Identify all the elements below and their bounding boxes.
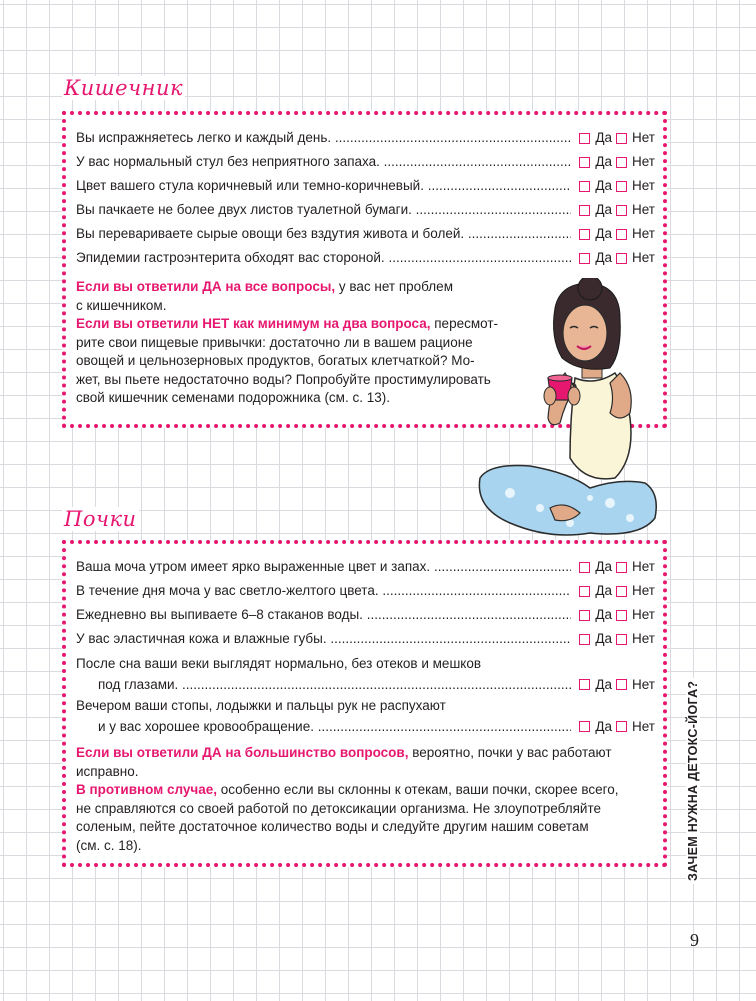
- question-row: [76, 606, 655, 624]
- note-text: вероятно, почки у вас работают: [408, 745, 612, 760]
- section-title-kidneys: Почки: [64, 507, 137, 531]
- no-label: Нет: [632, 631, 655, 646]
- question-row: [76, 153, 655, 171]
- woman-drinking-tea-illustration: [470, 278, 660, 543]
- no-checkbox[interactable]: [616, 229, 627, 240]
- note-highlight: Если вы ответили ДА на большинство вопросов,: [76, 745, 409, 760]
- yes-checkbox[interactable]: [579, 610, 590, 621]
- yes-label: Да: [595, 178, 612, 193]
- no-label: Нет: [632, 226, 655, 241]
- yes-checkbox[interactable]: [579, 586, 590, 597]
- yes-label: Да: [595, 719, 612, 734]
- note-text: свой кишечник семенами подорожника (см. с. 13).: [76, 390, 390, 405]
- question-text: Цвет вашего стула коричневый или темно-коричневый. .....: [76, 177, 571, 195]
- yes-label: Да: [595, 677, 612, 692]
- no-label: Нет: [632, 154, 655, 169]
- note-text: не справляются со своей работой по детоксикации организма. Не злоупотребляйте: [76, 800, 601, 816]
- no-label: Нет: [632, 583, 655, 598]
- yes-label: Да: [595, 559, 612, 574]
- yes-checkbox[interactable]: [579, 679, 590, 690]
- note-text: особенно если вы склонны к отекам, ваши почки, скорее всего,: [217, 782, 619, 797]
- kidneys-result-note: [76, 744, 661, 855]
- page-number: 9: [690, 930, 699, 950]
- running-header: ЗАЧЕМ НУЖНА ДЕТОКС-ЙОГА?: [686, 678, 700, 884]
- question-text: В течение дня моча у вас светло-желтого цвета. .....: [76, 582, 571, 600]
- yes-checkbox[interactable]: [579, 181, 590, 192]
- yes-checkbox[interactable]: [579, 721, 590, 732]
- question-row: [76, 558, 655, 576]
- no-checkbox[interactable]: [616, 721, 627, 732]
- no-checkbox[interactable]: [616, 610, 627, 621]
- question-text: Эпидемии гастроэнтерита обходят вас стороной. .....: [76, 249, 571, 267]
- no-label: Нет: [632, 559, 655, 574]
- no-checkbox[interactable]: [616, 181, 627, 192]
- question-text: Вы испражняетесь легко и каждый день. .....: [76, 129, 571, 147]
- note-text: соленым, пейте достаточное количество воды и следуйте другим нашим советам: [76, 819, 589, 834]
- no-checkbox[interactable]: [616, 253, 627, 264]
- note-highlight: В противном случае,: [76, 782, 217, 797]
- question-text: Вы пачкаете не более двух листов туалетной бумаги. .....: [76, 201, 571, 219]
- question-text: и у вас хорошее кровообращение. .....: [98, 716, 571, 737]
- yes-label: Да: [595, 202, 612, 217]
- question-text: Вы перевариваете сырые овощи без вздутия живота и болей. .....: [76, 225, 571, 243]
- yes-label: Да: [595, 583, 612, 598]
- question-text: Вечером ваши стопы, лодыжки и пальцы рук не распухают: [76, 698, 446, 713]
- yes-label: Да: [595, 250, 612, 265]
- note-text: исправно.: [76, 763, 139, 779]
- no-label: Нет: [632, 677, 655, 692]
- yes-checkbox[interactable]: [579, 562, 590, 573]
- no-checkbox[interactable]: [616, 586, 627, 597]
- question-row: [76, 630, 655, 648]
- no-label: Нет: [632, 719, 655, 734]
- yes-checkbox[interactable]: [579, 634, 590, 645]
- note-text: с кишечником.: [76, 297, 167, 313]
- question-text: Ваша моча утром имеет ярко выраженные цвет и запах. .....: [76, 558, 571, 576]
- section-title-intestine: Кишечник: [64, 76, 184, 100]
- no-checkbox[interactable]: [616, 679, 627, 690]
- no-checkbox[interactable]: [616, 157, 627, 168]
- note-text: жет, вы пьете недостаточно воды? Попробуйте простимулировать: [76, 371, 491, 387]
- question-row: [76, 582, 655, 600]
- question-row: [76, 201, 655, 219]
- note-text: овощей и цельнозерновых продуктов, богатых клетчаткой? Мо-: [76, 353, 475, 368]
- note-highlight: Если вы ответили НЕТ как минимум на два вопроса,: [76, 316, 431, 331]
- no-label: Нет: [632, 607, 655, 622]
- note-text: у вас нет проблем: [335, 279, 453, 294]
- yes-label: Да: [595, 607, 612, 622]
- yes-checkbox[interactable]: [579, 229, 590, 240]
- question-row-multiline: [76, 695, 655, 737]
- no-checkbox[interactable]: [616, 634, 627, 645]
- no-label: Нет: [632, 130, 655, 145]
- yes-checkbox[interactable]: [579, 133, 590, 144]
- yes-label: Да: [595, 226, 612, 241]
- question-row: [76, 177, 655, 195]
- yes-checkbox[interactable]: [579, 253, 590, 264]
- no-checkbox[interactable]: [616, 562, 627, 573]
- yes-label: Да: [595, 130, 612, 145]
- question-row: [76, 249, 655, 267]
- question-text: У вас эластичная кожа и влажные губы. .....: [76, 630, 571, 648]
- yes-checkbox[interactable]: [579, 157, 590, 168]
- question-row-multiline: [76, 653, 655, 695]
- question-text: После сна ваши веки выглядят нормально, без отеков и мешков: [76, 656, 482, 671]
- no-label: Нет: [632, 250, 655, 265]
- note-text: пересмот-: [430, 316, 499, 331]
- intestine-result-note: [76, 278, 516, 408]
- note-text: (см. с. 18).: [76, 837, 142, 853]
- question-row: [76, 225, 655, 243]
- yes-label: Да: [595, 631, 612, 646]
- yes-label: Да: [595, 154, 612, 169]
- note-text: рите свои пищевые привычки: достаточно ли в вашем рационе: [76, 334, 473, 350]
- question-row: [76, 129, 655, 147]
- no-checkbox[interactable]: [616, 205, 627, 216]
- no-checkbox[interactable]: [616, 133, 627, 144]
- question-text: У вас нормальный стул без неприятного запаха. .....: [76, 153, 571, 171]
- no-label: Нет: [632, 202, 655, 217]
- yes-checkbox[interactable]: [579, 205, 590, 216]
- no-label: Нет: [632, 178, 655, 193]
- question-text: Ежедневно вы выпиваете 6–8 стаканов воды. .....: [76, 606, 571, 624]
- note-highlight: Если вы ответили ДА на все вопросы,: [76, 279, 336, 294]
- kidneys-box: [62, 540, 667, 867]
- question-text: под глазами. .....: [98, 674, 571, 695]
